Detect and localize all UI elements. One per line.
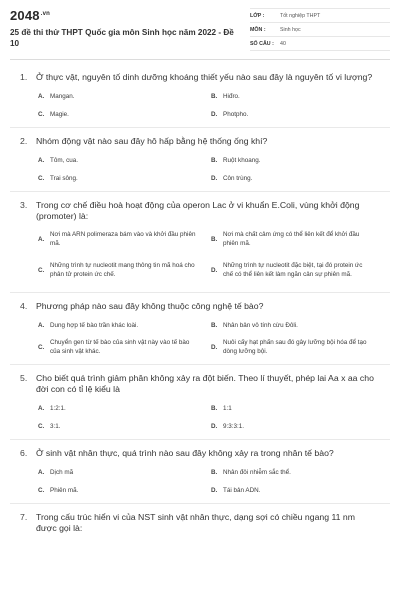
exam-header bbox=[10, 8, 390, 51]
option-text: Nhân bản vô tính cừu Đôli. bbox=[223, 321, 298, 329]
meta-row-class bbox=[250, 9, 390, 23]
question-4 bbox=[10, 301, 390, 365]
question-text: Trong cấu trúc hiển vi của NST sinh vật nhân thực, dạng sợi có chiều ngang 11 nm được gọi là: bbox=[36, 512, 355, 533]
option-text: Nơi mà chất cảm ứng có thể liên kết để khởi đầu phiên mã. bbox=[223, 231, 360, 247]
meta-key: LỚP : bbox=[250, 12, 265, 19]
option-text: Photpho. bbox=[223, 110, 249, 118]
option-label: C. bbox=[38, 422, 45, 430]
option-b[interactable] bbox=[211, 226, 384, 252]
option-b[interactable] bbox=[211, 151, 384, 169]
option-label: C. bbox=[38, 343, 45, 351]
question-number: 4. bbox=[20, 301, 28, 311]
question-text: Nhóm động vật nào sau đây hô hấp bằng hệ thống ống khí? bbox=[36, 136, 268, 146]
option-label: C. bbox=[38, 174, 45, 182]
option-c[interactable] bbox=[38, 417, 211, 435]
question-text: Ở thực vật, nguyên tố dinh dưỡng khoáng thiết yếu nào sau đây là nguyên tố vi lượng? bbox=[36, 72, 373, 82]
exam-title: 25 đề thi thử THPT Quốc gia môn Sinh học năm 2022 - Đề 10 bbox=[10, 28, 234, 48]
option-text: 9:3:3:1. bbox=[223, 422, 245, 430]
option-text: Côn trùng. bbox=[223, 174, 253, 182]
option-text: Tái bản ADN. bbox=[223, 486, 261, 494]
option-label: A. bbox=[38, 235, 45, 243]
option-label: A. bbox=[38, 321, 45, 329]
meta-row-question-count bbox=[250, 37, 390, 51]
option-d[interactable] bbox=[211, 481, 384, 499]
option-text: Nuôi cấy hạt phấn sau đó gây lưỡng bội hóa để tạo dòng lưỡng bội. bbox=[223, 339, 367, 355]
question-divider bbox=[10, 439, 390, 440]
meta-key: SỐ CÂU : bbox=[250, 40, 274, 47]
option-c[interactable] bbox=[38, 252, 211, 288]
header-divider bbox=[10, 59, 390, 60]
question-divider bbox=[10, 503, 390, 504]
question-number: 6. bbox=[20, 448, 28, 458]
option-text: 3:1. bbox=[50, 422, 61, 430]
question-number: 2. bbox=[20, 136, 28, 146]
question-list bbox=[10, 72, 390, 534]
meta-value: 40 bbox=[280, 40, 286, 47]
option-label: A. bbox=[38, 468, 45, 476]
option-d[interactable] bbox=[211, 417, 384, 435]
option-label: D. bbox=[211, 174, 218, 182]
option-a[interactable] bbox=[38, 463, 211, 481]
option-text: Dịch mã bbox=[50, 468, 74, 476]
question-text: Ở sinh vật nhân thực, quá trình nào sau đây không xảy ra trong nhân tế bào? bbox=[36, 448, 334, 458]
option-text: 1:1 bbox=[223, 404, 232, 412]
option-d[interactable] bbox=[211, 105, 384, 123]
question-text: Phương pháp nào sau đây không thuộc công nghệ tế bào? bbox=[36, 301, 264, 311]
option-a[interactable] bbox=[38, 87, 211, 105]
option-label: D. bbox=[211, 110, 218, 118]
option-b[interactable] bbox=[211, 463, 384, 481]
option-text: Magie. bbox=[50, 110, 69, 118]
option-a[interactable] bbox=[38, 399, 211, 417]
question-number: 5. bbox=[20, 373, 28, 383]
option-label: D. bbox=[211, 486, 218, 494]
meta-value: Tốt nghiệp THPT bbox=[280, 12, 321, 19]
option-text: Nơi mà ARN polimeraza bám vào và khởi đầu phiên mã. bbox=[50, 231, 196, 247]
question-1 bbox=[10, 72, 390, 128]
question-divider bbox=[10, 292, 390, 293]
option-label: D. bbox=[211, 343, 218, 351]
option-b[interactable] bbox=[211, 316, 384, 334]
question-7 bbox=[10, 512, 390, 534]
option-label: B. bbox=[211, 468, 218, 476]
option-text: Những trình tự nucleotit mang thông tin mã hoá cho phân tử protein ức chế. bbox=[50, 262, 195, 278]
option-text: Trai sông. bbox=[50, 174, 78, 182]
question-3 bbox=[10, 200, 390, 293]
option-label: A. bbox=[38, 156, 45, 164]
option-b[interactable] bbox=[211, 87, 384, 105]
option-label: D. bbox=[211, 422, 218, 430]
option-c[interactable] bbox=[38, 169, 211, 187]
option-a[interactable] bbox=[38, 226, 211, 252]
question-5 bbox=[10, 373, 390, 440]
question-number: 3. bbox=[20, 200, 28, 210]
logo-suffix: .vn bbox=[40, 10, 51, 17]
option-label: C. bbox=[38, 486, 45, 494]
option-label: C. bbox=[38, 266, 45, 274]
question-text: Trong cơ chế điều hoà hoạt động của operon Lac ở vi khuẩn E.Coli, vùng khởi động (promoter) là: bbox=[36, 200, 360, 221]
question-divider bbox=[10, 364, 390, 365]
option-text: Chuyển gen từ tế bào của sinh vật này vào tế bào của sinh vật khác. bbox=[50, 339, 190, 355]
option-a[interactable] bbox=[38, 316, 211, 334]
option-label: B. bbox=[211, 92, 218, 100]
option-text: 1:2:1. bbox=[50, 404, 66, 412]
option-label: B. bbox=[211, 156, 218, 164]
option-text: Mangan. bbox=[50, 92, 75, 100]
question-divider bbox=[10, 191, 390, 192]
option-label: B. bbox=[211, 321, 218, 329]
option-c[interactable] bbox=[38, 481, 211, 499]
option-c[interactable] bbox=[38, 105, 211, 123]
meta-value: Sinh học bbox=[280, 26, 301, 33]
option-text: Những trình tự nucleotit đặc biệt, tại đó protein ức chế có thể liên kết làm ngăn cản sự phiên mã. bbox=[223, 262, 363, 278]
question-2 bbox=[10, 136, 390, 192]
option-text: Phiên mã. bbox=[50, 486, 79, 494]
option-d[interactable] bbox=[211, 252, 384, 288]
logo-text: 2048 bbox=[10, 8, 40, 23]
question-divider bbox=[10, 127, 390, 128]
option-text: Dung hợp tế bào trần khác loài. bbox=[50, 321, 139, 329]
option-text: Tôm, cua. bbox=[50, 156, 78, 164]
question-text: Cho biết quá trình giảm phân không xảy ra đột biến. Theo lí thuyết, phép lai Aa x aa cho đời con có tỉ lệ kiểu là bbox=[36, 373, 374, 394]
question-number: 1. bbox=[20, 72, 28, 82]
option-label: A. bbox=[38, 404, 45, 412]
option-label: B. bbox=[211, 235, 218, 243]
option-b[interactable] bbox=[211, 399, 384, 417]
question-number: 7. bbox=[20, 512, 28, 522]
question-6 bbox=[10, 448, 390, 504]
exam-meta-table bbox=[250, 8, 390, 51]
option-d[interactable] bbox=[211, 169, 384, 187]
option-label: D. bbox=[211, 266, 218, 274]
option-label: B. bbox=[211, 404, 218, 412]
option-label: C. bbox=[38, 110, 45, 118]
option-text: Nhân đôi nhiễm sắc thể. bbox=[223, 468, 291, 476]
option-a[interactable] bbox=[38, 151, 211, 169]
header-left bbox=[10, 8, 240, 51]
option-d[interactable] bbox=[211, 334, 384, 360]
meta-row-subject bbox=[250, 23, 390, 37]
option-c[interactable] bbox=[38, 334, 211, 360]
option-text: Ruột khoang. bbox=[223, 156, 261, 164]
site-logo[interactable] bbox=[10, 8, 240, 23]
option-text: Hiđro. bbox=[223, 92, 240, 100]
option-label: A. bbox=[38, 92, 45, 100]
meta-key: MÔN : bbox=[250, 26, 266, 33]
